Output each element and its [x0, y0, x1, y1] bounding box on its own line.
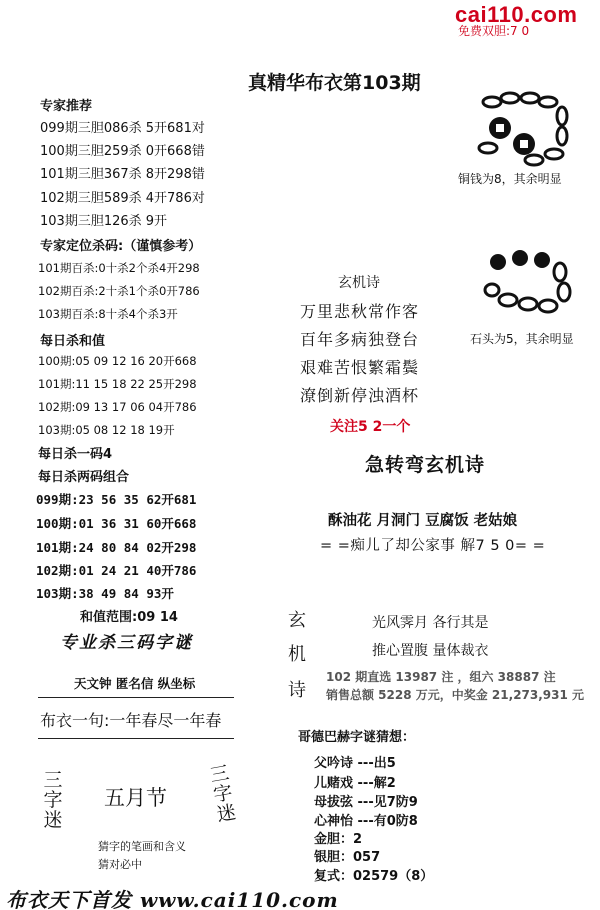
sum-kill-item: 103期:05 08 12 18 19开	[38, 423, 175, 437]
footer-site: 布衣天下首发 www.cai110.com	[6, 888, 339, 910]
poem-line: 百年多病独登台	[300, 330, 420, 349]
xuanji-char: 玄	[288, 610, 306, 631]
three-char-riddle-right: 三字迷	[208, 761, 238, 827]
two-combo-item: 099期:23 56 35 62开681	[36, 492, 197, 507]
two-combo-item: 101期:24 80 84 02开298	[36, 540, 197, 555]
expert-item: 103期三胆126杀 9开	[40, 214, 168, 229]
free-double-note: 免费双胆:7 0	[458, 24, 530, 38]
expert-item: 102期三胆589杀 4开786对	[40, 191, 205, 206]
xuanji-char: 机	[288, 644, 306, 665]
xuanji-line: 光风霁月 各行其是	[372, 615, 489, 631]
page-title: 真精华布衣第103期	[248, 72, 421, 94]
sum-kill-item: 100期:05 09 12 16 20开668	[38, 354, 197, 368]
sum-range: 和值范围:09 14	[80, 610, 178, 625]
position-kill-item: 103期百杀:8十杀4个杀3开	[38, 307, 178, 321]
hint-line: 猜字的笔画和含义	[98, 840, 186, 853]
sum-kill-item: 101期:11 15 18 22 25开298	[38, 377, 197, 391]
guess-item: 银胆：057	[314, 850, 381, 865]
coin-picture-label: 铜钱为8，其余明显	[458, 172, 562, 186]
expert-item: 100期三胆259杀 0开668错	[40, 144, 205, 159]
two-combo-item: 103期:38 49 84 93开	[36, 586, 174, 601]
one-sentence: 布衣一句:一年春尽一年春	[40, 711, 222, 730]
position-kill-heading: 专家定位杀码:（谨慎参考）	[40, 239, 202, 254]
position-kill-item: 102期百杀:2十杀1个杀0开786	[38, 284, 200, 298]
xuanji-char: 诗	[288, 680, 306, 701]
guess-heading: 哥德巴赫字谜猜想：	[298, 730, 416, 745]
position-kill-item: 101期百杀:0十杀2个杀4开298	[38, 261, 200, 275]
three-char-riddle-left: 三字迷	[43, 769, 63, 831]
festival-riddle: 五月节	[104, 786, 167, 810]
site-logo: cai110.com	[455, 2, 578, 27]
poem-line: 艰难苦恨繁霜鬓	[300, 358, 420, 377]
hint-line: 猜对必中	[98, 858, 142, 871]
sales-stat: 销售总额 5228 万元，中奖金 21,273,931 元	[326, 688, 585, 702]
turn-poem-words: 酥油花 月洞门 豆腐饭 老姑娘	[328, 513, 518, 529]
turn-poem-answer: = =痴儿了却公家事 解7 5 0= =	[320, 538, 546, 554]
xuanji-line: 推心置腹 量体裁衣	[372, 643, 489, 659]
focus-note: 关注5 2一个	[330, 419, 411, 435]
sum-kill-heading: 每日杀和值	[40, 334, 106, 349]
turn-poem-title: 急转弯玄机诗	[365, 454, 486, 476]
one-kill-text: 每日杀一码4	[38, 447, 113, 462]
expert-item: 099期三胆086杀 5开681对	[40, 121, 205, 136]
guess-item: 父吟诗 ---出5	[314, 756, 396, 771]
sum-kill-item: 102期:09 13 17 06 04开786	[38, 400, 197, 414]
expert-heading: 专家推荐	[40, 99, 93, 114]
riddle-banner: 专业杀三码字谜	[60, 633, 193, 653]
expert-item: 101期三胆367杀 8开298错	[40, 167, 205, 182]
poem-line: 万里悲秋常作客	[300, 302, 420, 321]
divider	[38, 738, 234, 739]
guess-item: 儿赌戏 ---解2	[314, 776, 396, 791]
two-combo-heading: 每日杀两码组合	[38, 470, 130, 485]
coin-chain-icon	[470, 88, 580, 168]
poem-title: 玄机诗	[338, 275, 380, 291]
divider	[38, 697, 234, 698]
two-combo-item: 100期:01 36 31 60开668	[36, 516, 197, 531]
stone-picture-label: 石头为5，其余明显	[470, 332, 574, 346]
guess-item: 复式：02579（8）	[314, 869, 434, 884]
guess-item: 母拔弦 ---见7防9	[314, 795, 418, 810]
stone-chain-icon	[478, 248, 578, 318]
sales-stat: 102 期直选 13987 注 ，组六 38887 注	[326, 670, 556, 684]
poem-line: 潦倒新停浊酒杯	[300, 386, 420, 405]
guess-item: 心神怡 ---有0防8	[314, 814, 418, 829]
riddle-words: 天文钟 匿名信 纵坐标	[74, 676, 196, 691]
two-combo-item: 102期:01 24 21 40开786	[36, 563, 197, 578]
guess-item: 金胆：2	[314, 832, 363, 847]
